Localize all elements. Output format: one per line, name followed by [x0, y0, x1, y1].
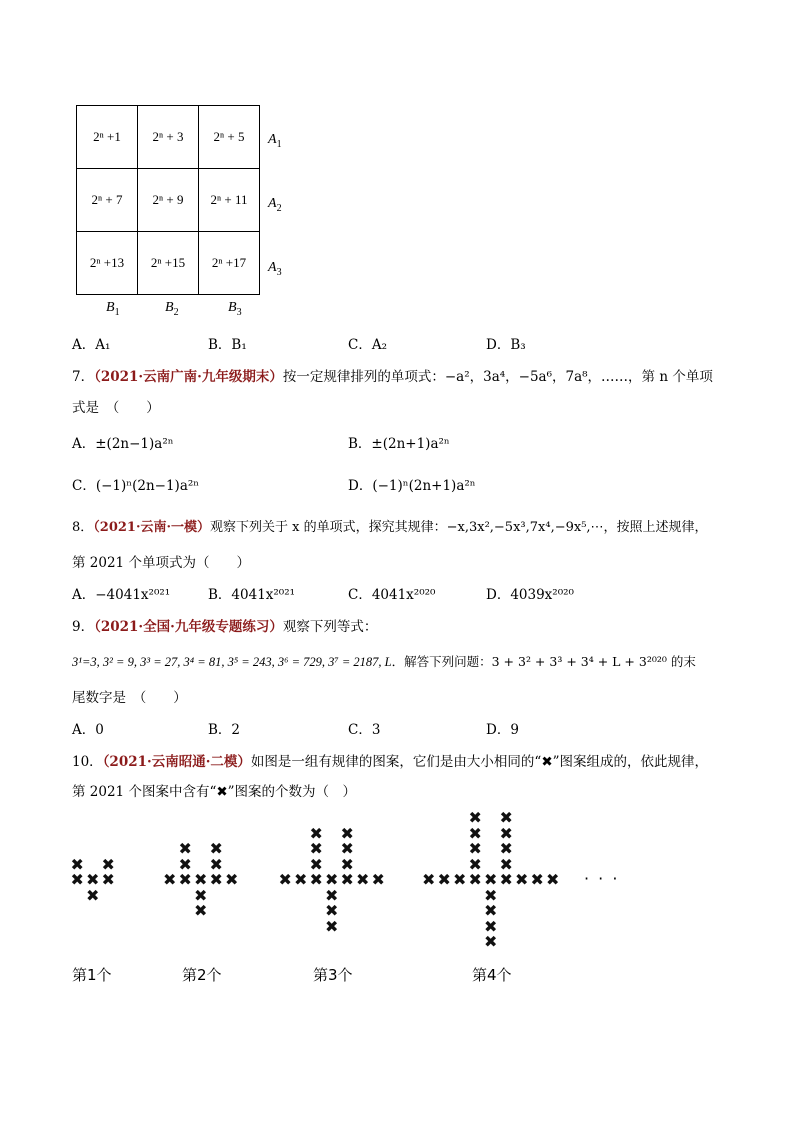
caption-figure-4: 第4个: [472, 966, 512, 984]
q10-text: 如图是一组有规律的图案，它们是由大小相同的“✖”图案组成的，依此规律，: [250, 754, 709, 770]
q10-stem-cont: 第 2021 个图案中含有“✖”图案的个数为（ ）: [72, 784, 357, 800]
x-mark-icon: ✖: [356, 870, 370, 889]
q10-stem: [72, 750, 708, 770]
x-mark-icon: ✖: [278, 870, 292, 889]
q9-option-b: B．2: [208, 722, 241, 738]
q7-option-d: D．(−1)ⁿ(2n+1)a²ⁿ: [348, 478, 476, 494]
x-mark-icon: ✖: [468, 839, 482, 858]
grid-cell: 2ⁿ + 9: [138, 169, 199, 232]
q6-option-a: A．A₁: [72, 337, 111, 353]
x-mark-icon: ✖: [468, 808, 482, 827]
x-mark-icon: ✖: [484, 870, 498, 889]
q7-text: 按一定规律排列的单项式：−a²，3a⁴，−5a⁶，7a⁸，……，第 n 个单项: [282, 369, 713, 385]
row-label-a1: $A_1$: [268, 132, 282, 150]
x-mark-icon: ✖: [499, 808, 513, 827]
x-mark-icon: ✖: [294, 870, 308, 889]
grid-cell: 2ⁿ + 7: [77, 169, 138, 232]
x-mark-icon: ✖: [178, 854, 192, 874]
q8-option-d: D．4039x²⁰²⁰: [486, 587, 574, 603]
x-mark-icon: ✖: [101, 854, 115, 874]
x-mark-icon: ✖: [437, 870, 451, 889]
number-grid: [76, 105, 260, 295]
x-mark-icon: ✖: [194, 901, 208, 920]
caption-figure-1: 第1个: [72, 966, 112, 984]
q7-stem: [72, 365, 713, 385]
x-mark-icon: ✖: [309, 839, 323, 858]
q8-option-c: C．4041x²⁰²⁰: [348, 587, 436, 603]
x-mark-icon: ✖: [371, 870, 385, 889]
x-mark-icon: ✖: [86, 870, 100, 889]
q9-equations: 3¹=3, 3² = 9, 3³ = 27, 3⁴ = 81, 3⁵ = 243, 3⁶ = 729, 3⁷ = 2187, L: [72, 655, 392, 669]
q9-option-a: A．0: [72, 722, 104, 738]
grid-cell: 2ⁿ +15: [138, 232, 199, 295]
x-mark-icon: ✖: [309, 823, 323, 843]
grid-cell: 2ⁿ +1: [77, 106, 138, 169]
x-mark-icon: ✖: [484, 916, 498, 936]
x-mark-icon: ✖: [309, 870, 323, 889]
x-mark-icon: ✖: [309, 854, 323, 874]
x-mark-icon: ✖: [163, 870, 177, 889]
x-mark-icon: ✖: [325, 885, 339, 905]
q7-option-a: A．±(2n−1)a²ⁿ: [72, 436, 174, 452]
q6-option-d: D．B₃: [486, 337, 526, 353]
x-mark-icon: ✖: [499, 823, 513, 843]
q8-text: 观察下列关于 x 的单项式，探究其规律：−x,3x²,−5x³,7x⁴,−9x⁵,⋯，按照上述规律，: [210, 520, 708, 535]
q8-number: 8．: [72, 520, 94, 535]
q9-option-c: C．3: [348, 722, 381, 738]
x-mark-icon: ✖: [70, 854, 84, 874]
x-mark-icon: ✖: [499, 870, 513, 889]
x-mark-icon: ✖: [499, 839, 513, 858]
q8-stem-cont: 第 2021 个单项式为（ ）: [72, 555, 250, 571]
x-mark-icon: ✖: [484, 885, 498, 905]
grid-cell: 2ⁿ +13: [77, 232, 138, 295]
x-mark-icon: ✖: [194, 885, 208, 905]
q9-text: 观察下列等式：: [282, 619, 378, 635]
x-mark-icon: ✖: [340, 870, 354, 889]
x-mark-icon: ✖: [468, 823, 482, 843]
caption-figure-2: 第2个: [182, 966, 222, 984]
x-mark-icon: ✖: [209, 854, 223, 874]
x-mark-icon: ✖: [530, 870, 544, 889]
x-mark-icon: ✖: [70, 870, 84, 889]
x-mark-icon: ✖: [484, 901, 498, 920]
x-mark-icon: ✖: [209, 870, 223, 889]
x-mark-icon: ✖: [340, 839, 354, 858]
q8-stem: [72, 516, 708, 535]
q7-source: （2021·云南广南·九年级期末）: [94, 369, 283, 385]
x-mark-icon: ✖: [225, 870, 239, 889]
q7-number: 7．: [72, 369, 95, 385]
row-label-a2: $A_2$: [268, 196, 282, 214]
x-mark-icon: ✖: [515, 870, 529, 889]
x-mark-icon: ✖: [86, 885, 100, 905]
row-label-a3: $A_3$: [268, 260, 282, 278]
q9-equation-line: [72, 652, 696, 670]
q9-stem-cont: 尾数字是 （ ）: [72, 690, 187, 706]
q8-option-b: B．4041x²⁰²¹: [208, 587, 296, 603]
col-label-b3: $B_3$: [228, 300, 242, 318]
q8-source: （2021·云南·一模）: [93, 520, 211, 535]
x-mark-icon: ✖: [340, 823, 354, 843]
col-label-b2: $B_2$: [165, 300, 179, 318]
q6-option-c: C．A₂: [348, 337, 387, 353]
x-mark-icon: ✖: [422, 870, 436, 889]
x-mark-icon: ✖: [178, 870, 192, 889]
x-mark-icon: ✖: [209, 839, 223, 858]
grid-cell: 2ⁿ + 11: [199, 169, 260, 232]
x-mark-icon: ✖: [484, 932, 498, 951]
x-mark-icon: ✖: [325, 901, 339, 920]
x-mark-icon: ✖: [194, 870, 208, 889]
q6-option-b: B．B₁: [208, 337, 247, 353]
q9-source: （2021·全国·九年级专题练习）: [94, 619, 283, 635]
x-mark-icon: ✖: [499, 854, 513, 874]
q9-number: 9．: [72, 619, 95, 635]
q7-option-c: C．(−1)ⁿ(2n−1)a²ⁿ: [72, 478, 200, 494]
q9-question: ．解答下列问题：3 + 3² + 3³ + 3⁴ + L + 3²⁰²⁰ 的末: [391, 654, 696, 669]
q10-number: 10．: [72, 754, 103, 770]
q8-option-a: A．−4041x²⁰²¹: [72, 587, 171, 603]
grid-cell: 2ⁿ +17: [199, 232, 260, 295]
pattern-ellipsis: · · ·: [584, 869, 620, 888]
q9-stem: [72, 615, 377, 635]
x-mark-icon: ✖: [468, 854, 482, 874]
caption-figure-3: 第3个: [313, 966, 353, 984]
q7-stem-cont: 式是 （ ）: [72, 400, 160, 416]
q9-option-d: D．9: [486, 722, 519, 738]
x-mark-icon: ✖: [325, 870, 339, 889]
x-mark-icon: ✖: [546, 870, 560, 889]
col-label-b1: $B_1$: [106, 300, 120, 318]
grid-cell: 2ⁿ + 3: [138, 106, 199, 169]
x-mark-icon: ✖: [340, 854, 354, 874]
x-mark-icon: ✖: [101, 870, 115, 889]
x-mark-icon: ✖: [468, 870, 482, 889]
x-mark-icon: ✖: [325, 916, 339, 936]
x-mark-icon: ✖: [453, 870, 467, 889]
x-mark-icon: ✖: [178, 839, 192, 858]
q10-source: （2021·云南昭通·二模）: [102, 754, 251, 770]
q7-option-b: B．±(2n+1)a²ⁿ: [348, 436, 450, 452]
grid-cell: 2ⁿ + 5: [199, 106, 260, 169]
